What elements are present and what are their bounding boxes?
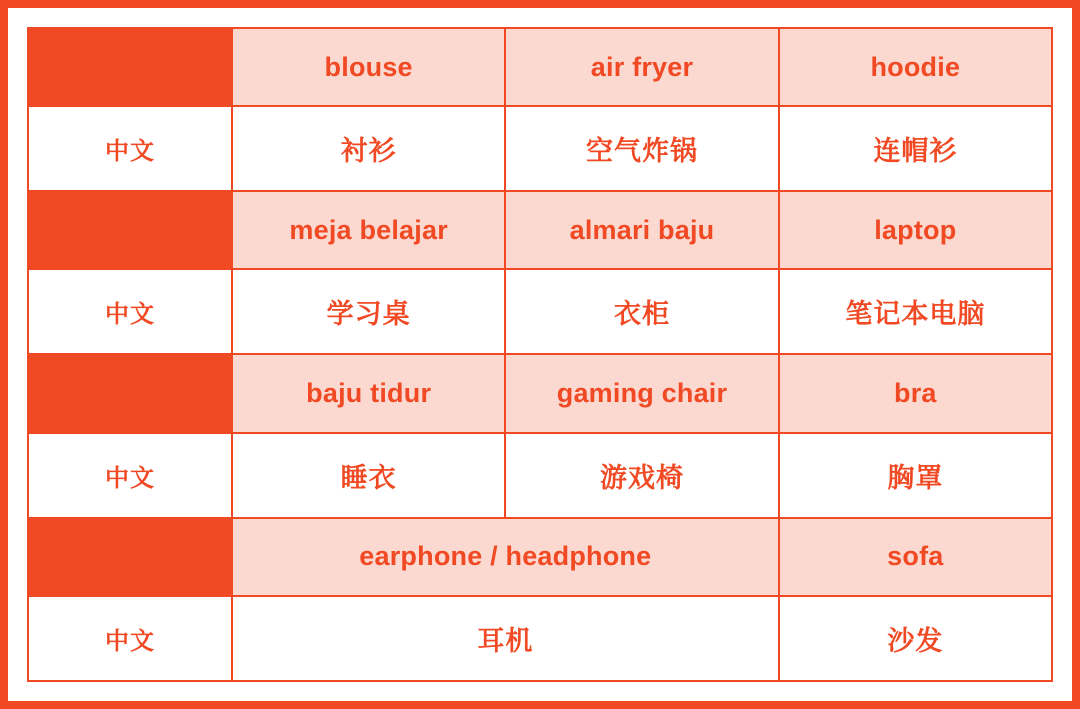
row-label-hot: 热搜词 (28, 518, 232, 596)
table-row (28, 106, 1052, 191)
table-row (28, 433, 1052, 518)
translation-cell: 游戏椅 (505, 433, 778, 518)
translation-cell-wide: 耳机 (232, 596, 779, 681)
keyword-cell: laptop (779, 191, 1052, 269)
row-label-cn: 中文 (28, 269, 232, 354)
table-row (28, 518, 1052, 596)
table-body (28, 28, 1052, 681)
table-row (28, 269, 1052, 354)
keyword-cell: almari baju (505, 191, 778, 269)
translation-cell: 空气炸锅 (505, 106, 778, 191)
keyword-cell: air fryer (505, 28, 778, 106)
row-label-cn: 中文 (28, 433, 232, 518)
translation-cell: 沙发 (779, 596, 1052, 681)
row-label-cn: 中文 (28, 596, 232, 681)
row-label-hot: 热搜词 (28, 28, 232, 106)
table-container (22, 22, 1058, 687)
keyword-cell: bra (779, 354, 1052, 432)
table-row (28, 191, 1052, 269)
translation-cell: 笔记本电脑 (779, 269, 1052, 354)
translation-cell: 衬衫 (232, 106, 505, 191)
table-row (28, 354, 1052, 432)
translation-cell: 学习桌 (232, 269, 505, 354)
keyword-cell: hoodie (779, 28, 1052, 106)
translation-cell: 睡衣 (232, 433, 505, 518)
row-label-cn: 中文 (28, 106, 232, 191)
row-label-hot: 热搜词 (28, 354, 232, 432)
row-label-hot: 热搜词 (28, 191, 232, 269)
table-row (28, 28, 1052, 106)
translation-cell: 胸罩 (779, 433, 1052, 518)
keyword-cell: gaming chair (505, 354, 778, 432)
keyword-cell: baju tidur (232, 354, 505, 432)
hot-keywords-table (27, 27, 1053, 682)
keyword-cell: blouse (232, 28, 505, 106)
keyword-cell: sofa (779, 518, 1052, 596)
keyword-cell-wide: earphone / headphone (232, 518, 779, 596)
table-row (28, 596, 1052, 681)
keyword-cell: meja belajar (232, 191, 505, 269)
translation-cell: 衣柜 (505, 269, 778, 354)
translation-cell: 连帽衫 (779, 106, 1052, 191)
